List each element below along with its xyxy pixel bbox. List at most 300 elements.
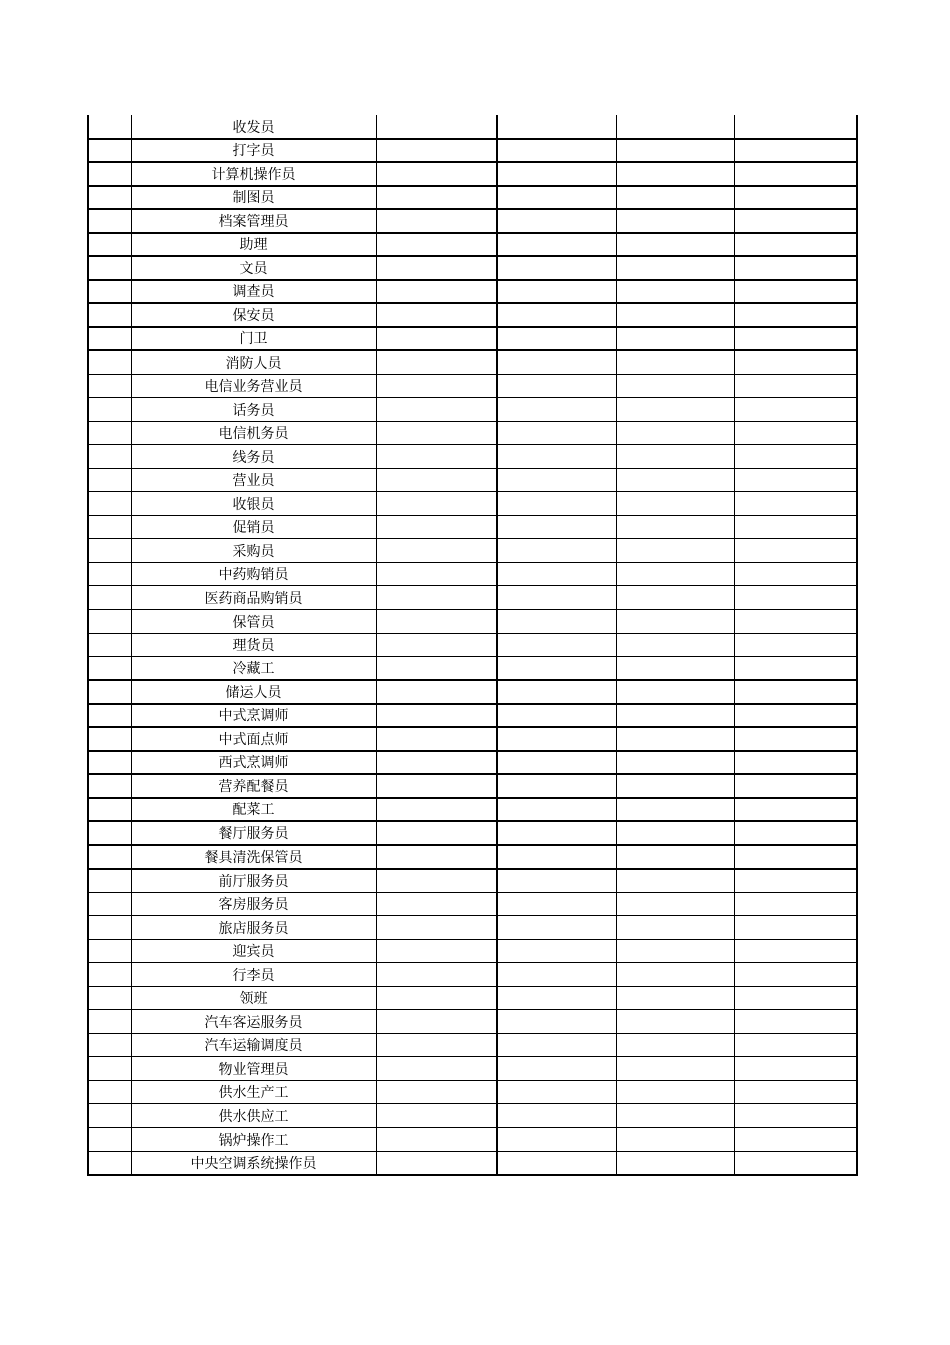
row-index-cell <box>88 798 131 822</box>
empty-cell-col3 <box>497 704 616 728</box>
job-title-cell: 行李员 <box>131 963 376 987</box>
empty-cell-col2 <box>376 139 497 163</box>
table-row <box>88 1128 857 1152</box>
empty-cell-col3 <box>497 1128 616 1152</box>
empty-cell-col3 <box>497 774 616 798</box>
empty-cell-col4 <box>616 162 734 186</box>
empty-cell-col2 <box>376 657 497 681</box>
job-title-cell: 收银员 <box>131 492 376 516</box>
empty-cell-col5 <box>734 727 857 751</box>
empty-cell-col3 <box>497 751 616 775</box>
empty-cell-col3 <box>497 586 616 610</box>
job-title-cell: 西式烹调师 <box>131 751 376 775</box>
empty-cell-col4 <box>616 986 734 1010</box>
row-index-cell <box>88 704 131 728</box>
table-row <box>88 704 857 728</box>
row-index-cell <box>88 1080 131 1104</box>
empty-cell-col2 <box>376 115 497 139</box>
table-row <box>88 609 857 633</box>
empty-cell-col2 <box>376 303 497 327</box>
empty-cell-col3 <box>497 421 616 445</box>
empty-cell-col5 <box>734 256 857 280</box>
job-title-cell: 汽车运输调度员 <box>131 1033 376 1057</box>
table-row <box>88 1057 857 1081</box>
empty-cell-col3 <box>497 374 616 398</box>
empty-cell-col3 <box>497 492 616 516</box>
job-title-cell: 储运人员 <box>131 680 376 704</box>
empty-cell-col3 <box>497 821 616 845</box>
empty-cell-col3 <box>497 562 616 586</box>
empty-cell-col5 <box>734 1010 857 1034</box>
empty-cell-col4 <box>616 515 734 539</box>
empty-cell-col2 <box>376 162 497 186</box>
empty-cell-col3 <box>497 798 616 822</box>
row-index-cell <box>88 350 131 374</box>
empty-cell-col5 <box>734 1104 857 1128</box>
empty-cell-col4 <box>616 115 734 139</box>
empty-cell-col4 <box>616 633 734 657</box>
table-row <box>88 374 857 398</box>
empty-cell-col2 <box>376 233 497 257</box>
table-row <box>88 821 857 845</box>
empty-cell-col3 <box>497 869 616 893</box>
row-index-cell <box>88 586 131 610</box>
empty-cell-col5 <box>734 303 857 327</box>
row-index-cell <box>88 445 131 469</box>
empty-cell-col4 <box>616 586 734 610</box>
job-title-cell: 冷藏工 <box>131 657 376 681</box>
job-title-cell: 门卫 <box>131 327 376 351</box>
row-index-cell <box>88 680 131 704</box>
empty-cell-col2 <box>376 492 497 516</box>
empty-cell-col5 <box>734 445 857 469</box>
table-row <box>88 327 857 351</box>
row-index-cell <box>88 609 131 633</box>
empty-cell-col2 <box>376 374 497 398</box>
empty-cell-col5 <box>734 398 857 422</box>
table-row <box>88 1151 857 1175</box>
row-index-cell <box>88 892 131 916</box>
job-title-cell: 客房服务员 <box>131 892 376 916</box>
row-index-cell <box>88 256 131 280</box>
empty-cell-col5 <box>734 1080 857 1104</box>
empty-cell-col4 <box>616 256 734 280</box>
job-title-cell: 配菜工 <box>131 798 376 822</box>
row-index-cell <box>88 774 131 798</box>
job-title-cell: 理货员 <box>131 633 376 657</box>
empty-cell-col2 <box>376 398 497 422</box>
empty-cell-col4 <box>616 751 734 775</box>
row-index-cell <box>88 162 131 186</box>
table-row <box>88 892 857 916</box>
empty-cell-col3 <box>497 162 616 186</box>
table-row <box>88 492 857 516</box>
table-row <box>88 398 857 422</box>
empty-cell-col5 <box>734 350 857 374</box>
empty-cell-col3 <box>497 609 616 633</box>
row-index-cell <box>88 1033 131 1057</box>
empty-cell-col5 <box>734 704 857 728</box>
table-row <box>88 468 857 492</box>
empty-cell-col4 <box>616 657 734 681</box>
table-row <box>88 727 857 751</box>
job-title-cell: 促销员 <box>131 515 376 539</box>
empty-cell-col2 <box>376 539 497 563</box>
job-table-sheet <box>87 115 856 1176</box>
empty-cell-col5 <box>734 374 857 398</box>
table-row <box>88 562 857 586</box>
row-index-cell <box>88 727 131 751</box>
table-row <box>88 233 857 257</box>
empty-cell-col3 <box>497 1010 616 1034</box>
table-row <box>88 1080 857 1104</box>
empty-cell-col2 <box>376 1010 497 1034</box>
row-index-cell <box>88 1104 131 1128</box>
empty-cell-col2 <box>376 1080 497 1104</box>
job-title-cell: 中式面点师 <box>131 727 376 751</box>
empty-cell-col4 <box>616 539 734 563</box>
empty-cell-col4 <box>616 374 734 398</box>
empty-cell-col5 <box>734 186 857 210</box>
row-index-cell <box>88 492 131 516</box>
empty-cell-col5 <box>734 162 857 186</box>
empty-cell-col5 <box>734 939 857 963</box>
row-index-cell <box>88 280 131 304</box>
empty-cell-col4 <box>616 350 734 374</box>
row-index-cell <box>88 845 131 869</box>
job-title-cell: 线务员 <box>131 445 376 469</box>
empty-cell-col4 <box>616 209 734 233</box>
empty-cell-col4 <box>616 303 734 327</box>
job-title-cell: 中药购销员 <box>131 562 376 586</box>
job-title-cell: 餐具清洗保管员 <box>131 845 376 869</box>
empty-cell-col4 <box>616 1104 734 1128</box>
empty-cell-col3 <box>497 939 616 963</box>
table-row <box>88 186 857 210</box>
empty-cell-col4 <box>616 139 734 163</box>
empty-cell-col5 <box>734 916 857 940</box>
job-title-cell: 物业管理员 <box>131 1057 376 1081</box>
table-row <box>88 986 857 1010</box>
empty-cell-col3 <box>497 303 616 327</box>
empty-cell-col5 <box>734 492 857 516</box>
row-index-cell <box>88 115 131 139</box>
empty-cell-col3 <box>497 539 616 563</box>
empty-cell-col2 <box>376 633 497 657</box>
empty-cell-col2 <box>376 1104 497 1128</box>
empty-cell-col3 <box>497 280 616 304</box>
empty-cell-col4 <box>616 821 734 845</box>
empty-cell-col4 <box>616 1080 734 1104</box>
job-title-cell: 锅炉操作工 <box>131 1128 376 1152</box>
empty-cell-col4 <box>616 280 734 304</box>
empty-cell-col4 <box>616 609 734 633</box>
empty-cell-col4 <box>616 1128 734 1152</box>
empty-cell-col2 <box>376 1057 497 1081</box>
empty-cell-col2 <box>376 963 497 987</box>
empty-cell-col3 <box>497 1033 616 1057</box>
table-row <box>88 963 857 987</box>
job-title-cell: 消防人员 <box>131 350 376 374</box>
empty-cell-col5 <box>734 115 857 139</box>
empty-cell-col5 <box>734 680 857 704</box>
empty-cell-col3 <box>497 1057 616 1081</box>
empty-cell-col2 <box>376 986 497 1010</box>
job-title-cell: 文员 <box>131 256 376 280</box>
empty-cell-col4 <box>616 963 734 987</box>
row-index-cell <box>88 209 131 233</box>
row-index-cell <box>88 374 131 398</box>
empty-cell-col5 <box>734 869 857 893</box>
empty-cell-col2 <box>376 445 497 469</box>
empty-cell-col5 <box>734 657 857 681</box>
table-row <box>88 256 857 280</box>
table-row <box>88 280 857 304</box>
table-row <box>88 586 857 610</box>
empty-cell-col2 <box>376 186 497 210</box>
table-row <box>88 939 857 963</box>
empty-cell-col4 <box>616 398 734 422</box>
empty-cell-col3 <box>497 233 616 257</box>
empty-cell-col3 <box>497 515 616 539</box>
table-row <box>88 350 857 374</box>
table-row <box>88 774 857 798</box>
row-index-cell <box>88 421 131 445</box>
empty-cell-col3 <box>497 256 616 280</box>
empty-cell-col5 <box>734 539 857 563</box>
empty-cell-col5 <box>734 845 857 869</box>
table-row <box>88 162 857 186</box>
row-index-cell <box>88 939 131 963</box>
empty-cell-col2 <box>376 515 497 539</box>
row-index-cell <box>88 327 131 351</box>
empty-cell-col2 <box>376 704 497 728</box>
job-title-cell: 餐厅服务员 <box>131 821 376 845</box>
empty-cell-col3 <box>497 845 616 869</box>
empty-cell-col2 <box>376 209 497 233</box>
empty-cell-col5 <box>734 209 857 233</box>
empty-cell-col5 <box>734 798 857 822</box>
empty-cell-col2 <box>376 680 497 704</box>
empty-cell-col3 <box>497 1080 616 1104</box>
row-index-cell <box>88 1151 131 1175</box>
empty-cell-col5 <box>734 892 857 916</box>
job-title-cell: 中央空调系统操作员 <box>131 1151 376 1175</box>
empty-cell-col5 <box>734 562 857 586</box>
empty-cell-col4 <box>616 1057 734 1081</box>
empty-cell-col5 <box>734 586 857 610</box>
table-row <box>88 751 857 775</box>
job-title-cell: 收发员 <box>131 115 376 139</box>
table-row <box>88 539 857 563</box>
empty-cell-col2 <box>376 280 497 304</box>
row-index-cell <box>88 468 131 492</box>
empty-cell-col2 <box>376 350 497 374</box>
empty-cell-col4 <box>616 1151 734 1175</box>
empty-cell-col2 <box>376 774 497 798</box>
row-index-cell <box>88 186 131 210</box>
job-title-cell: 保管员 <box>131 609 376 633</box>
empty-cell-col3 <box>497 1151 616 1175</box>
table-row <box>88 657 857 681</box>
row-index-cell <box>88 398 131 422</box>
empty-cell-col2 <box>376 327 497 351</box>
job-title-cell: 迎宾员 <box>131 939 376 963</box>
empty-cell-col4 <box>616 916 734 940</box>
job-title-cell: 采购员 <box>131 539 376 563</box>
empty-cell-col3 <box>497 1104 616 1128</box>
row-index-cell <box>88 657 131 681</box>
empty-cell-col4 <box>616 798 734 822</box>
job-title-cell: 营养配餐员 <box>131 774 376 798</box>
table-row <box>88 209 857 233</box>
job-title-cell: 计算机操作员 <box>131 162 376 186</box>
empty-cell-col2 <box>376 609 497 633</box>
empty-cell-col4 <box>616 892 734 916</box>
empty-cell-col4 <box>616 468 734 492</box>
empty-cell-col2 <box>376 821 497 845</box>
row-index-cell <box>88 303 131 327</box>
row-index-cell <box>88 751 131 775</box>
empty-cell-col4 <box>616 939 734 963</box>
empty-cell-col5 <box>734 986 857 1010</box>
row-index-cell <box>88 916 131 940</box>
empty-cell-col4 <box>616 680 734 704</box>
empty-cell-col2 <box>376 1128 497 1152</box>
empty-cell-col4 <box>616 727 734 751</box>
job-title-cell: 话务员 <box>131 398 376 422</box>
empty-cell-col5 <box>734 774 857 798</box>
empty-cell-col2 <box>376 727 497 751</box>
empty-cell-col3 <box>497 916 616 940</box>
table-row <box>88 421 857 445</box>
table-row <box>88 115 857 139</box>
row-index-cell <box>88 233 131 257</box>
empty-cell-col5 <box>734 609 857 633</box>
table-row <box>88 916 857 940</box>
empty-cell-col5 <box>734 233 857 257</box>
empty-cell-col5 <box>734 139 857 163</box>
empty-cell-col4 <box>616 421 734 445</box>
job-title-cell: 供水生产工 <box>131 1080 376 1104</box>
empty-cell-col2 <box>376 892 497 916</box>
job-title-cell: 供水供应工 <box>131 1104 376 1128</box>
empty-cell-col5 <box>734 280 857 304</box>
empty-cell-col4 <box>616 327 734 351</box>
table-row <box>88 680 857 704</box>
empty-cell-col2 <box>376 562 497 586</box>
empty-cell-col2 <box>376 845 497 869</box>
row-index-cell <box>88 1010 131 1034</box>
empty-cell-col3 <box>497 657 616 681</box>
table-row <box>88 633 857 657</box>
empty-cell-col5 <box>734 751 857 775</box>
empty-cell-col2 <box>376 586 497 610</box>
empty-cell-col2 <box>376 468 497 492</box>
empty-cell-col3 <box>497 633 616 657</box>
table-row <box>88 515 857 539</box>
empty-cell-col4 <box>616 704 734 728</box>
row-index-cell <box>88 633 131 657</box>
row-index-cell <box>88 821 131 845</box>
job-title-cell: 制图员 <box>131 186 376 210</box>
empty-cell-col5 <box>734 1128 857 1152</box>
table-row <box>88 798 857 822</box>
row-index-cell <box>88 869 131 893</box>
job-title-cell: 助理 <box>131 233 376 257</box>
job-title-cell: 前厅服务员 <box>131 869 376 893</box>
empty-cell-col3 <box>497 350 616 374</box>
empty-cell-col4 <box>616 869 734 893</box>
empty-cell-col2 <box>376 751 497 775</box>
table-row <box>88 869 857 893</box>
table-row <box>88 1104 857 1128</box>
empty-cell-col5 <box>734 821 857 845</box>
empty-cell-col2 <box>376 916 497 940</box>
empty-cell-col3 <box>497 986 616 1010</box>
job-title-cell: 打字员 <box>131 139 376 163</box>
job-title-cell: 医药商品购销员 <box>131 586 376 610</box>
empty-cell-col3 <box>497 468 616 492</box>
empty-cell-col3 <box>497 680 616 704</box>
empty-cell-col5 <box>734 1033 857 1057</box>
empty-cell-col2 <box>376 798 497 822</box>
empty-cell-col2 <box>376 939 497 963</box>
empty-cell-col3 <box>497 327 616 351</box>
empty-cell-col2 <box>376 869 497 893</box>
empty-cell-col4 <box>616 774 734 798</box>
empty-cell-col2 <box>376 256 497 280</box>
job-title-cell: 营业员 <box>131 468 376 492</box>
empty-cell-col4 <box>616 233 734 257</box>
empty-cell-col2 <box>376 1033 497 1057</box>
empty-cell-col3 <box>497 398 616 422</box>
empty-cell-col5 <box>734 1057 857 1081</box>
job-title-cell: 汽车客运服务员 <box>131 1010 376 1034</box>
table-row <box>88 445 857 469</box>
empty-cell-col2 <box>376 1151 497 1175</box>
row-index-cell <box>88 1057 131 1081</box>
row-index-cell <box>88 1128 131 1152</box>
empty-cell-col3 <box>497 115 616 139</box>
job-title-cell: 中式烹调师 <box>131 704 376 728</box>
job-title-cell: 旅店服务员 <box>131 916 376 940</box>
table-row <box>88 139 857 163</box>
job-title-cell: 电信机务员 <box>131 421 376 445</box>
empty-cell-col2 <box>376 421 497 445</box>
job-title-cell: 调查员 <box>131 280 376 304</box>
row-index-cell <box>88 963 131 987</box>
empty-cell-col4 <box>616 562 734 586</box>
empty-cell-col5 <box>734 468 857 492</box>
empty-cell-col3 <box>497 139 616 163</box>
empty-cell-col4 <box>616 186 734 210</box>
job-title-cell: 档案管理员 <box>131 209 376 233</box>
empty-cell-col4 <box>616 1033 734 1057</box>
empty-cell-col4 <box>616 1010 734 1034</box>
job-title-cell: 保安员 <box>131 303 376 327</box>
empty-cell-col3 <box>497 963 616 987</box>
empty-cell-col4 <box>616 845 734 869</box>
empty-cell-col5 <box>734 633 857 657</box>
job-title-cell: 电信业务营业员 <box>131 374 376 398</box>
job-title-cell: 领班 <box>131 986 376 1010</box>
empty-cell-col3 <box>497 445 616 469</box>
empty-cell-col3 <box>497 892 616 916</box>
empty-cell-col5 <box>734 515 857 539</box>
row-index-cell <box>88 986 131 1010</box>
empty-cell-col3 <box>497 186 616 210</box>
